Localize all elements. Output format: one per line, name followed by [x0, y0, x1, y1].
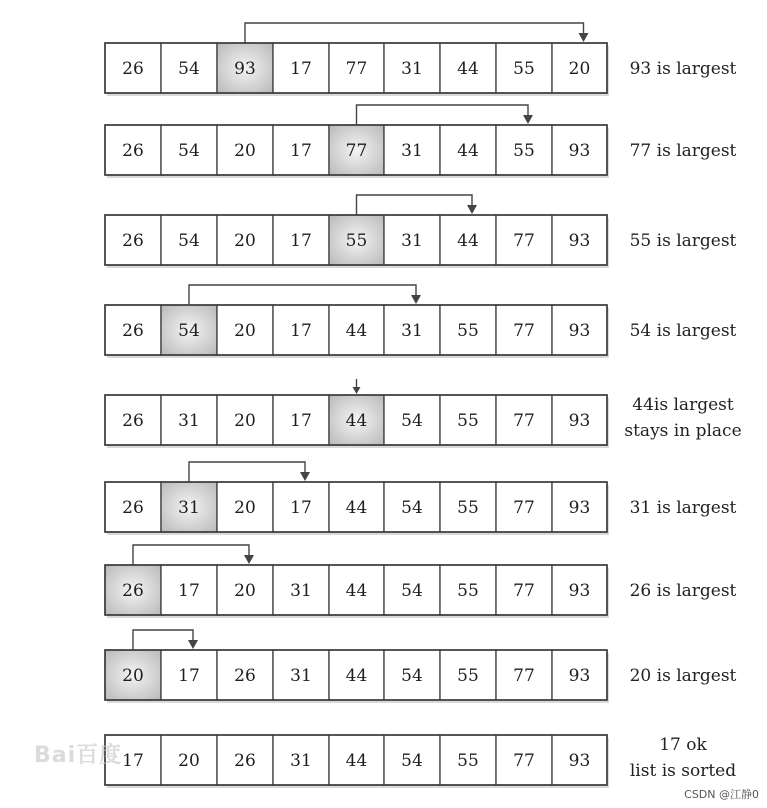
swap-arrow [133, 630, 193, 650]
cell-value: 77 [513, 231, 535, 251]
cell-value: 44 [345, 581, 368, 601]
cell-value: 93 [568, 231, 591, 251]
cell-value: 77 [513, 581, 535, 601]
cell-value: 77 [513, 666, 535, 686]
cell-value: 54 [401, 666, 423, 686]
cell-value: 31 [401, 321, 423, 341]
cell-value: 17 [290, 411, 312, 431]
cell-value: 20 [178, 751, 200, 771]
cell-value: 31 [401, 231, 423, 251]
cell-value: 17 [290, 231, 312, 251]
cell-value: 54 [401, 751, 423, 771]
cell-value: 44 [345, 411, 368, 431]
array-row [105, 379, 742, 448]
cell-value: 26 [122, 581, 144, 601]
arrow-head [244, 555, 254, 564]
cell-value: 17 [290, 321, 312, 341]
arrow-head [467, 205, 477, 214]
cell-value: 44 [345, 751, 368, 771]
cell-value: 93 [568, 751, 591, 771]
row-caption: 55 is largest [629, 231, 737, 251]
array-row [105, 195, 737, 268]
arrow-head [523, 115, 533, 124]
cell-value: 93 [568, 411, 591, 431]
cell-value: 44 [345, 666, 368, 686]
row-caption: 93 is largest [629, 59, 737, 79]
cell-value: 17 [178, 581, 200, 601]
row-caption: list is sorted [629, 761, 737, 781]
cell-value: 17 [122, 751, 144, 771]
cell-value: 44 [345, 321, 368, 341]
array-row [105, 735, 736, 788]
cell-value: 17 [290, 59, 312, 79]
row-caption: 31 is largest [629, 498, 737, 518]
cell-value: 26 [234, 666, 256, 686]
array-row [105, 285, 737, 358]
cell-value: 31 [401, 141, 423, 161]
array-row [105, 545, 737, 618]
cell-value: 77 [345, 59, 368, 79]
cell-value: 54 [178, 231, 200, 251]
cell-value: 26 [122, 141, 144, 161]
cell-value: 31 [290, 666, 312, 686]
cell-value: 55 [513, 59, 535, 79]
cell-value: 55 [345, 231, 368, 251]
cell-value: 54 [178, 321, 200, 341]
row-caption: 54 is largest [629, 321, 737, 341]
cell-value: 31 [290, 581, 312, 601]
cell-value: 17 [290, 141, 312, 161]
arrow-head [579, 33, 589, 42]
cell-value: 31 [178, 498, 200, 518]
cell-value: 20 [234, 141, 256, 161]
cell-value: 31 [178, 411, 200, 431]
swap-arrow [357, 195, 473, 215]
cell-value: 55 [457, 498, 479, 518]
array-row [105, 462, 737, 535]
cell-value: 20 [122, 666, 144, 686]
cell-value: 77 [513, 498, 535, 518]
cell-value: 26 [122, 321, 144, 341]
cell-value: 26 [122, 498, 144, 518]
cell-value: 55 [457, 321, 479, 341]
cell-value: 20 [568, 59, 591, 79]
cell-value: 44 [457, 231, 479, 251]
array-row [105, 23, 737, 96]
cell-value: 20 [234, 411, 256, 431]
cell-value: 55 [457, 666, 479, 686]
swap-arrow [357, 105, 529, 125]
cell-value: 26 [122, 411, 144, 431]
cell-value: 55 [457, 411, 479, 431]
cell-value: 54 [178, 141, 200, 161]
swap-arrow [133, 545, 249, 565]
cell-value: 26 [122, 59, 144, 79]
row-caption: 44is largest [632, 395, 734, 415]
cell-value: 54 [401, 411, 423, 431]
csdn-credit: CSDN @江静0 [684, 788, 759, 801]
cell-value: 44 [457, 59, 479, 79]
cell-value: 54 [178, 59, 200, 79]
arrow-head [300, 472, 310, 481]
row-caption: 17 ok [659, 735, 707, 755]
arrow-head [188, 640, 198, 649]
cell-value: 55 [513, 141, 535, 161]
cell-value: 93 [568, 666, 591, 686]
cell-value: 20 [234, 581, 256, 601]
array-row [105, 105, 737, 178]
row-caption: 20 is largest [629, 666, 737, 686]
cell-value: 54 [401, 498, 423, 518]
cell-value: 17 [290, 498, 312, 518]
cell-value: 31 [290, 751, 312, 771]
cell-value: 93 [568, 498, 591, 518]
cell-value: 55 [457, 751, 479, 771]
baidu-watermark: Bai百度 [34, 743, 123, 768]
cell-value: 26 [234, 751, 256, 771]
cell-value: 20 [234, 231, 256, 251]
row-caption: 77 is largest [629, 141, 737, 161]
cell-value: 77 [513, 411, 535, 431]
cell-value: 17 [178, 666, 200, 686]
row-caption: 26 is largest [629, 581, 737, 601]
cell-value: 93 [234, 59, 256, 79]
cell-value: 54 [401, 581, 423, 601]
arrow-head [353, 387, 361, 394]
array-row [105, 630, 737, 703]
cell-value: 77 [513, 751, 535, 771]
cell-value: 44 [457, 141, 479, 161]
swap-arrow [245, 23, 584, 43]
cell-value: 77 [513, 321, 535, 341]
swap-arrow [189, 285, 416, 305]
cell-value: 44 [345, 498, 368, 518]
cell-value: 20 [234, 498, 256, 518]
cell-value: 77 [345, 141, 368, 161]
row-caption: stays in place [624, 421, 742, 441]
cell-value: 55 [457, 581, 479, 601]
cell-value: 93 [568, 141, 591, 161]
cell-value: 26 [122, 231, 144, 251]
arrow-head [411, 295, 421, 304]
swap-arrow [189, 462, 305, 482]
cell-value: 93 [568, 581, 591, 601]
cell-value: 20 [234, 321, 256, 341]
cell-value: 31 [401, 59, 423, 79]
cell-value: 93 [568, 321, 591, 341]
